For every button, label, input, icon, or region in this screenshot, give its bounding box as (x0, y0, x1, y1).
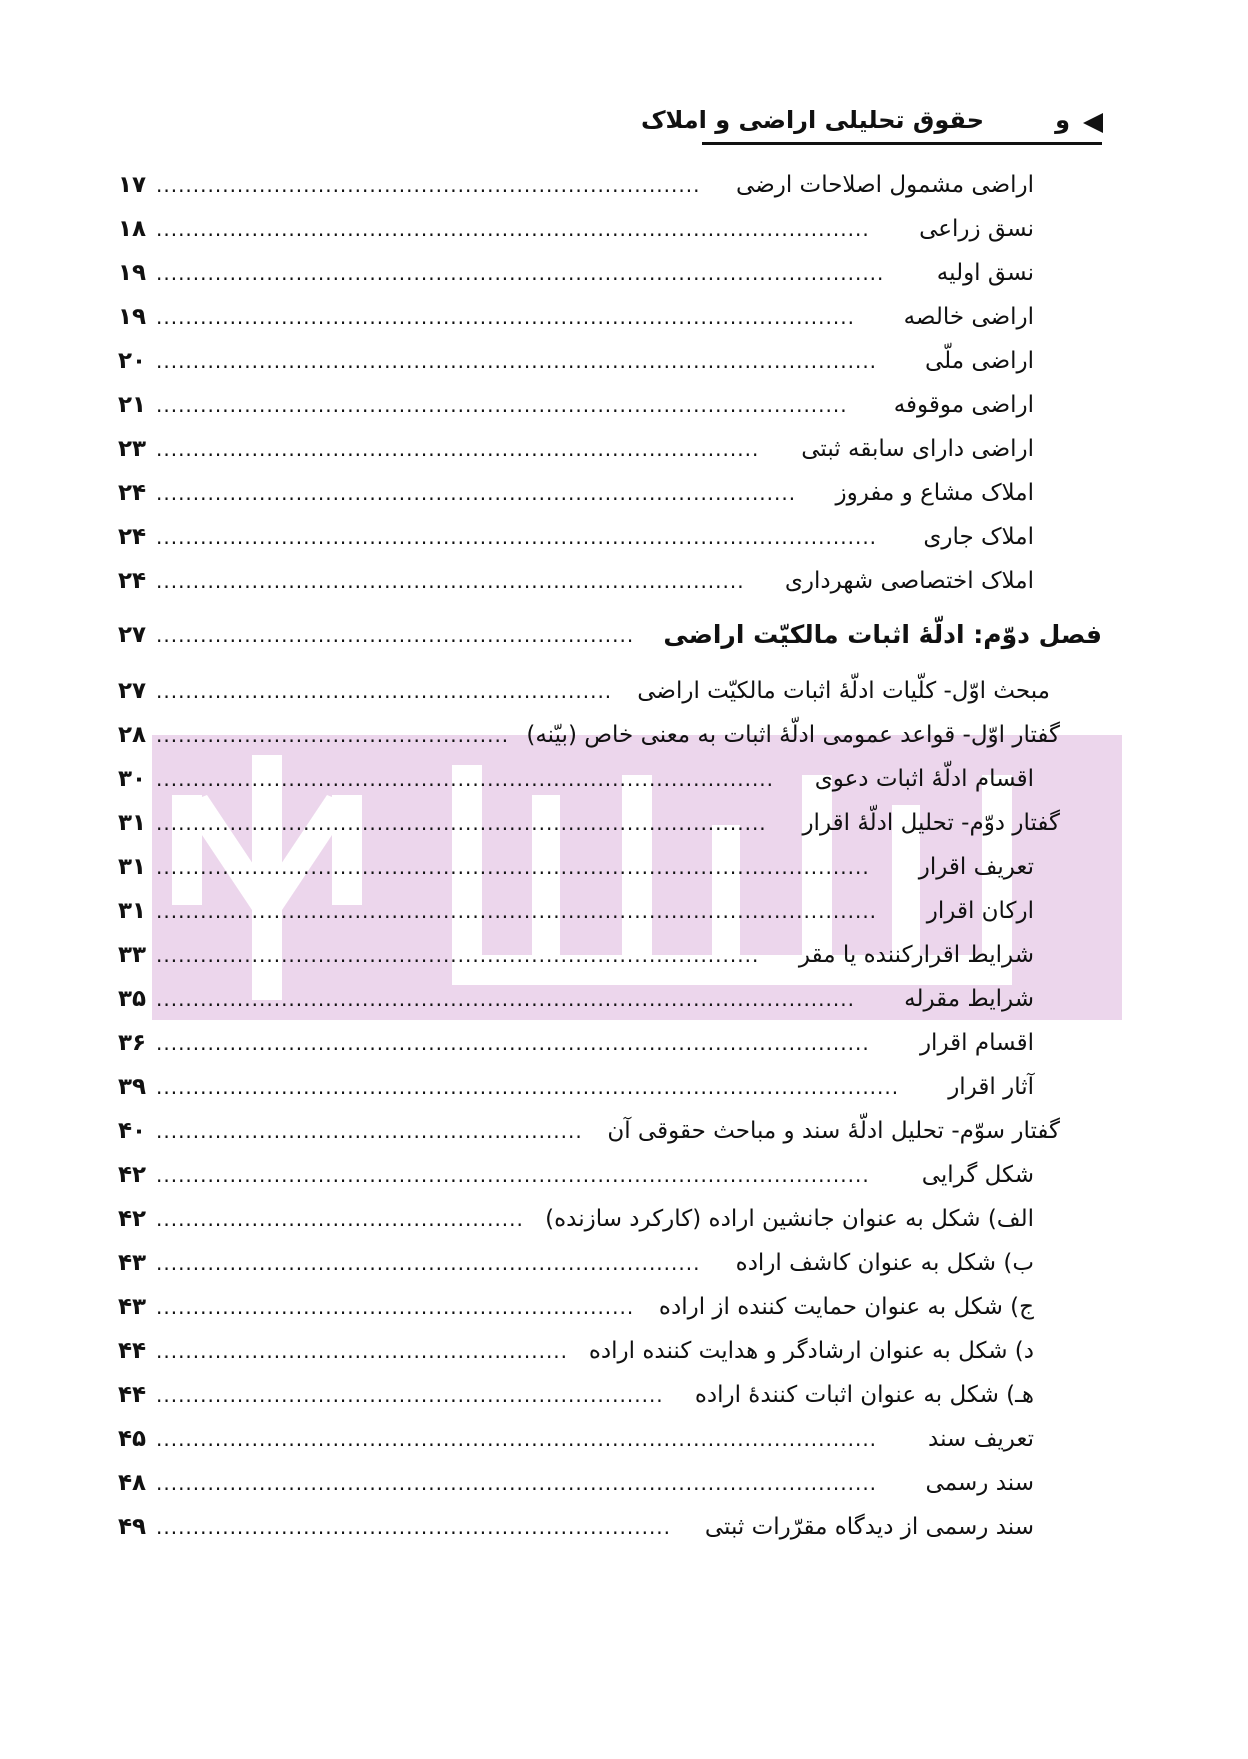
toc-page-number: ۲۷ (118, 622, 147, 648)
toc-row (118, 1202, 1034, 1236)
toc-page-number: ۴۲ (118, 1162, 147, 1188)
toc-page-number: ۱۸ (118, 216, 147, 242)
toc-dot-leader: ................................................................................................... (156, 261, 885, 285)
toc-entry-title: ج) شکل به عنوان حمایت کننده از اراده (658, 1294, 1034, 1320)
toc-entry-title: اراضی دارای سابقه ثبتی (801, 436, 1034, 462)
toc-entry-title: املاک مشاع و مفروز (835, 480, 1034, 506)
toc-page-number: ۴۴ (118, 1382, 147, 1408)
toc-entry-title: اقسام اقرار (919, 1030, 1034, 1056)
toc-row (118, 1290, 1034, 1324)
toc-page-number: ۴۸ (118, 1470, 147, 1496)
toc-entry-title: گفتار سوّم- تحلیل ادلّهٔ سند و مباحث حقوقی آن (607, 1118, 1060, 1144)
toc-row (118, 520, 1034, 554)
toc-page-number: ۱۹ (118, 304, 147, 330)
toc-row (118, 762, 1034, 796)
toc-dot-leader: .................................................................................. (156, 437, 760, 461)
toc-entry-title: گفتار اوّل- قواعد عمومی ادلّهٔ اثبات به معنی خاص (بیّنه) (526, 722, 1060, 748)
toc-row (118, 300, 1034, 334)
toc-row (118, 1246, 1034, 1280)
toc-dot-leader: .................................................................................................. (156, 349, 878, 373)
toc-dot-leader: .................................................................................................. (156, 525, 878, 549)
toc-page-number: ۴۳ (118, 1294, 147, 1320)
toc-row (118, 476, 1034, 510)
toc-dot-leader: .................................................. (156, 1207, 524, 1231)
toc-row (118, 256, 1034, 290)
toc-dot-leader: ................................................................................................. (156, 1163, 870, 1187)
toc-page-number: ۲۴ (118, 524, 147, 550)
toc-entry-title: اراضی خالصه (903, 304, 1034, 330)
toc-page-number: ۴۴ (118, 1338, 147, 1364)
toc-entry-title: اراضی موقوفه (893, 392, 1034, 418)
toc-dot-leader: ............................................................................................... (156, 987, 855, 1011)
toc-dot-leader: ........................................................ (156, 1339, 569, 1363)
toc-page-number: ۳۰ (118, 766, 147, 792)
toc-row (118, 1422, 1034, 1456)
toc-dot-leader: ....................................................................................... (156, 481, 797, 505)
toc-row (118, 1510, 1034, 1544)
toc-dot-leader: .................................................................................. (156, 943, 760, 967)
toc-dot-leader: ................................................................................................. (156, 855, 870, 879)
toc-page-number: ۳۶ (118, 1030, 147, 1056)
toc-page-number: ۲۴ (118, 568, 147, 594)
toc-dot-leader: .............................................................................................. (156, 393, 848, 417)
page-label: و (1055, 106, 1070, 134)
toc-row (118, 850, 1034, 884)
toc-dot-leader: ................................................................................... (156, 811, 767, 835)
toc-page-number: ۳۹ (118, 1074, 147, 1100)
toc-page-number: ۱۹ (118, 260, 147, 286)
toc-entry-title: اقسام ادلّهٔ اثبات دعوی (814, 766, 1034, 792)
toc-entry-title: شرایط اقرارکننده یا مقر (798, 942, 1034, 968)
toc-dot-leader: .......................................................................... (156, 1251, 701, 1275)
toc-row (118, 1158, 1034, 1192)
toc-row (118, 388, 1034, 422)
toc-row (118, 806, 1060, 840)
toc-row (118, 432, 1034, 466)
toc-entry-title: فصل دوّم: ادلّهٔ اثبات مالکیّت اراضی (663, 620, 1102, 649)
toc-row (118, 168, 1034, 202)
toc-row (118, 982, 1034, 1016)
toc-entry-title: د) شکل به عنوان ارشادگر و هدایت کننده اراده (588, 1338, 1034, 1364)
toc-row (118, 894, 1034, 928)
toc-entry-title: تعریف سند (928, 1426, 1034, 1452)
toc-dot-leader: ................................................................. (156, 1295, 635, 1319)
toc-row (118, 1334, 1034, 1368)
toc-dot-leader: ................................................................................................. (156, 217, 870, 241)
toc-entry-title: ب) شکل به عنوان کاشف اراده (735, 1250, 1034, 1276)
toc-entry-title: شکل گرایی (921, 1162, 1034, 1188)
toc-page-number: ۳۱ (118, 810, 147, 836)
toc-row (118, 718, 1060, 752)
toc-dot-leader: ................................................ (156, 723, 510, 747)
toc-page-number: ۲۰ (118, 348, 147, 374)
toc-row (118, 344, 1034, 378)
toc-entry-title: الف) شکل به عنوان جانشین اراده (کارکرد سازنده) (545, 1206, 1034, 1232)
toc-dot-leader: .............................................................. (156, 679, 613, 703)
toc-dot-leader: .......................................................... (156, 1119, 583, 1143)
toc-entry-title: شرایط مقرله (904, 986, 1034, 1012)
toc-entry-title: نسق زراعی (919, 216, 1034, 242)
toc-entry-title: سند رسمی (925, 1470, 1034, 1496)
toc-dot-leader: .................................................................................................. (156, 1471, 878, 1495)
toc-page-number: ۲۴ (118, 480, 147, 506)
toc-page-number: ۴۳ (118, 1250, 147, 1276)
toc-entry-title: ارکان اقرار (926, 898, 1034, 924)
toc-dot-leader: ................................................................................ (156, 569, 745, 593)
toc-row (118, 1070, 1034, 1104)
toc-row (118, 564, 1034, 598)
toc-row (118, 674, 1050, 708)
toc-page-number: ۴۰ (118, 1118, 147, 1144)
toc-page-number: ۴۵ (118, 1426, 147, 1452)
toc-dot-leader: .................................................................................................. (156, 899, 878, 923)
toc-chapter-row (118, 618, 1102, 652)
toc-row (118, 212, 1034, 246)
book-title: حقوق تحلیلی اراضی و املاک (640, 106, 984, 134)
toc-entry-title: اراضی ملّی (924, 348, 1034, 374)
toc-row (118, 1466, 1034, 1500)
toc-dot-leader: ...................................................................... (156, 1515, 672, 1539)
toc-dot-leader: .................................................................................................. (156, 1427, 878, 1451)
toc-entry-title: املاک جاری (923, 524, 1034, 550)
toc-page-number: ۴۹ (118, 1514, 147, 1540)
toc-dot-leader: ..................................................................... (156, 1383, 664, 1407)
toc-page-number: ۲۱ (118, 392, 147, 418)
toc-dot-leader: ..................................................................................................... (156, 1075, 900, 1099)
toc-row (118, 1378, 1034, 1412)
toc-entry-title: اراضی مشمول اصلاحات ارضی (736, 172, 1034, 198)
toc-entry-title: آثار اقرار (948, 1074, 1034, 1100)
toc-entry-title: گفتار دوّم- تحلیل ادلّهٔ اقرار (802, 810, 1060, 836)
toc-row (118, 1026, 1034, 1060)
toc-page-number: ۲۳ (118, 436, 147, 462)
toc-page-number: ۳۵ (118, 986, 147, 1012)
toc-row (118, 1114, 1060, 1148)
toc-entry-title: تعریف اقرار (918, 854, 1034, 880)
toc-page-number: ۳۱ (118, 898, 147, 924)
toc-page-number: ۳۳ (118, 942, 147, 968)
toc-page-number: ۴۲ (118, 1206, 147, 1232)
toc-page-number: ۲۸ (118, 722, 147, 748)
toc-entry-title: نسق اولیه (936, 260, 1034, 286)
toc-dot-leader: ................................................................................................. (156, 1031, 870, 1055)
toc-page-number: ۳۱ (118, 854, 147, 880)
toc-entry-title: هـ) شکل به عنوان اثبات کنندهٔ اراده (694, 1382, 1034, 1408)
toc-dot-leader: ............................................................................................... (156, 305, 855, 329)
toc-dot-leader: .......................................................................... (156, 173, 701, 197)
toc-entry-title: مبحث اوّل- کلّیات ادلّهٔ اثبات مالکیّت اراضی (637, 678, 1050, 704)
toc-row (118, 938, 1034, 972)
toc-entry-title: سند رسمی از دیدگاه مقرّرات ثبتی (704, 1514, 1034, 1540)
toc-entry-title: املاک اختصاصی شهرداری (784, 568, 1034, 594)
toc-page-number: ۲۷ (118, 678, 147, 704)
toc-dot-leader: .................................................................................... (156, 767, 775, 791)
toc-dot-leader: ................................................................. (156, 623, 635, 647)
toc-page-number: ۱۷ (118, 172, 147, 198)
